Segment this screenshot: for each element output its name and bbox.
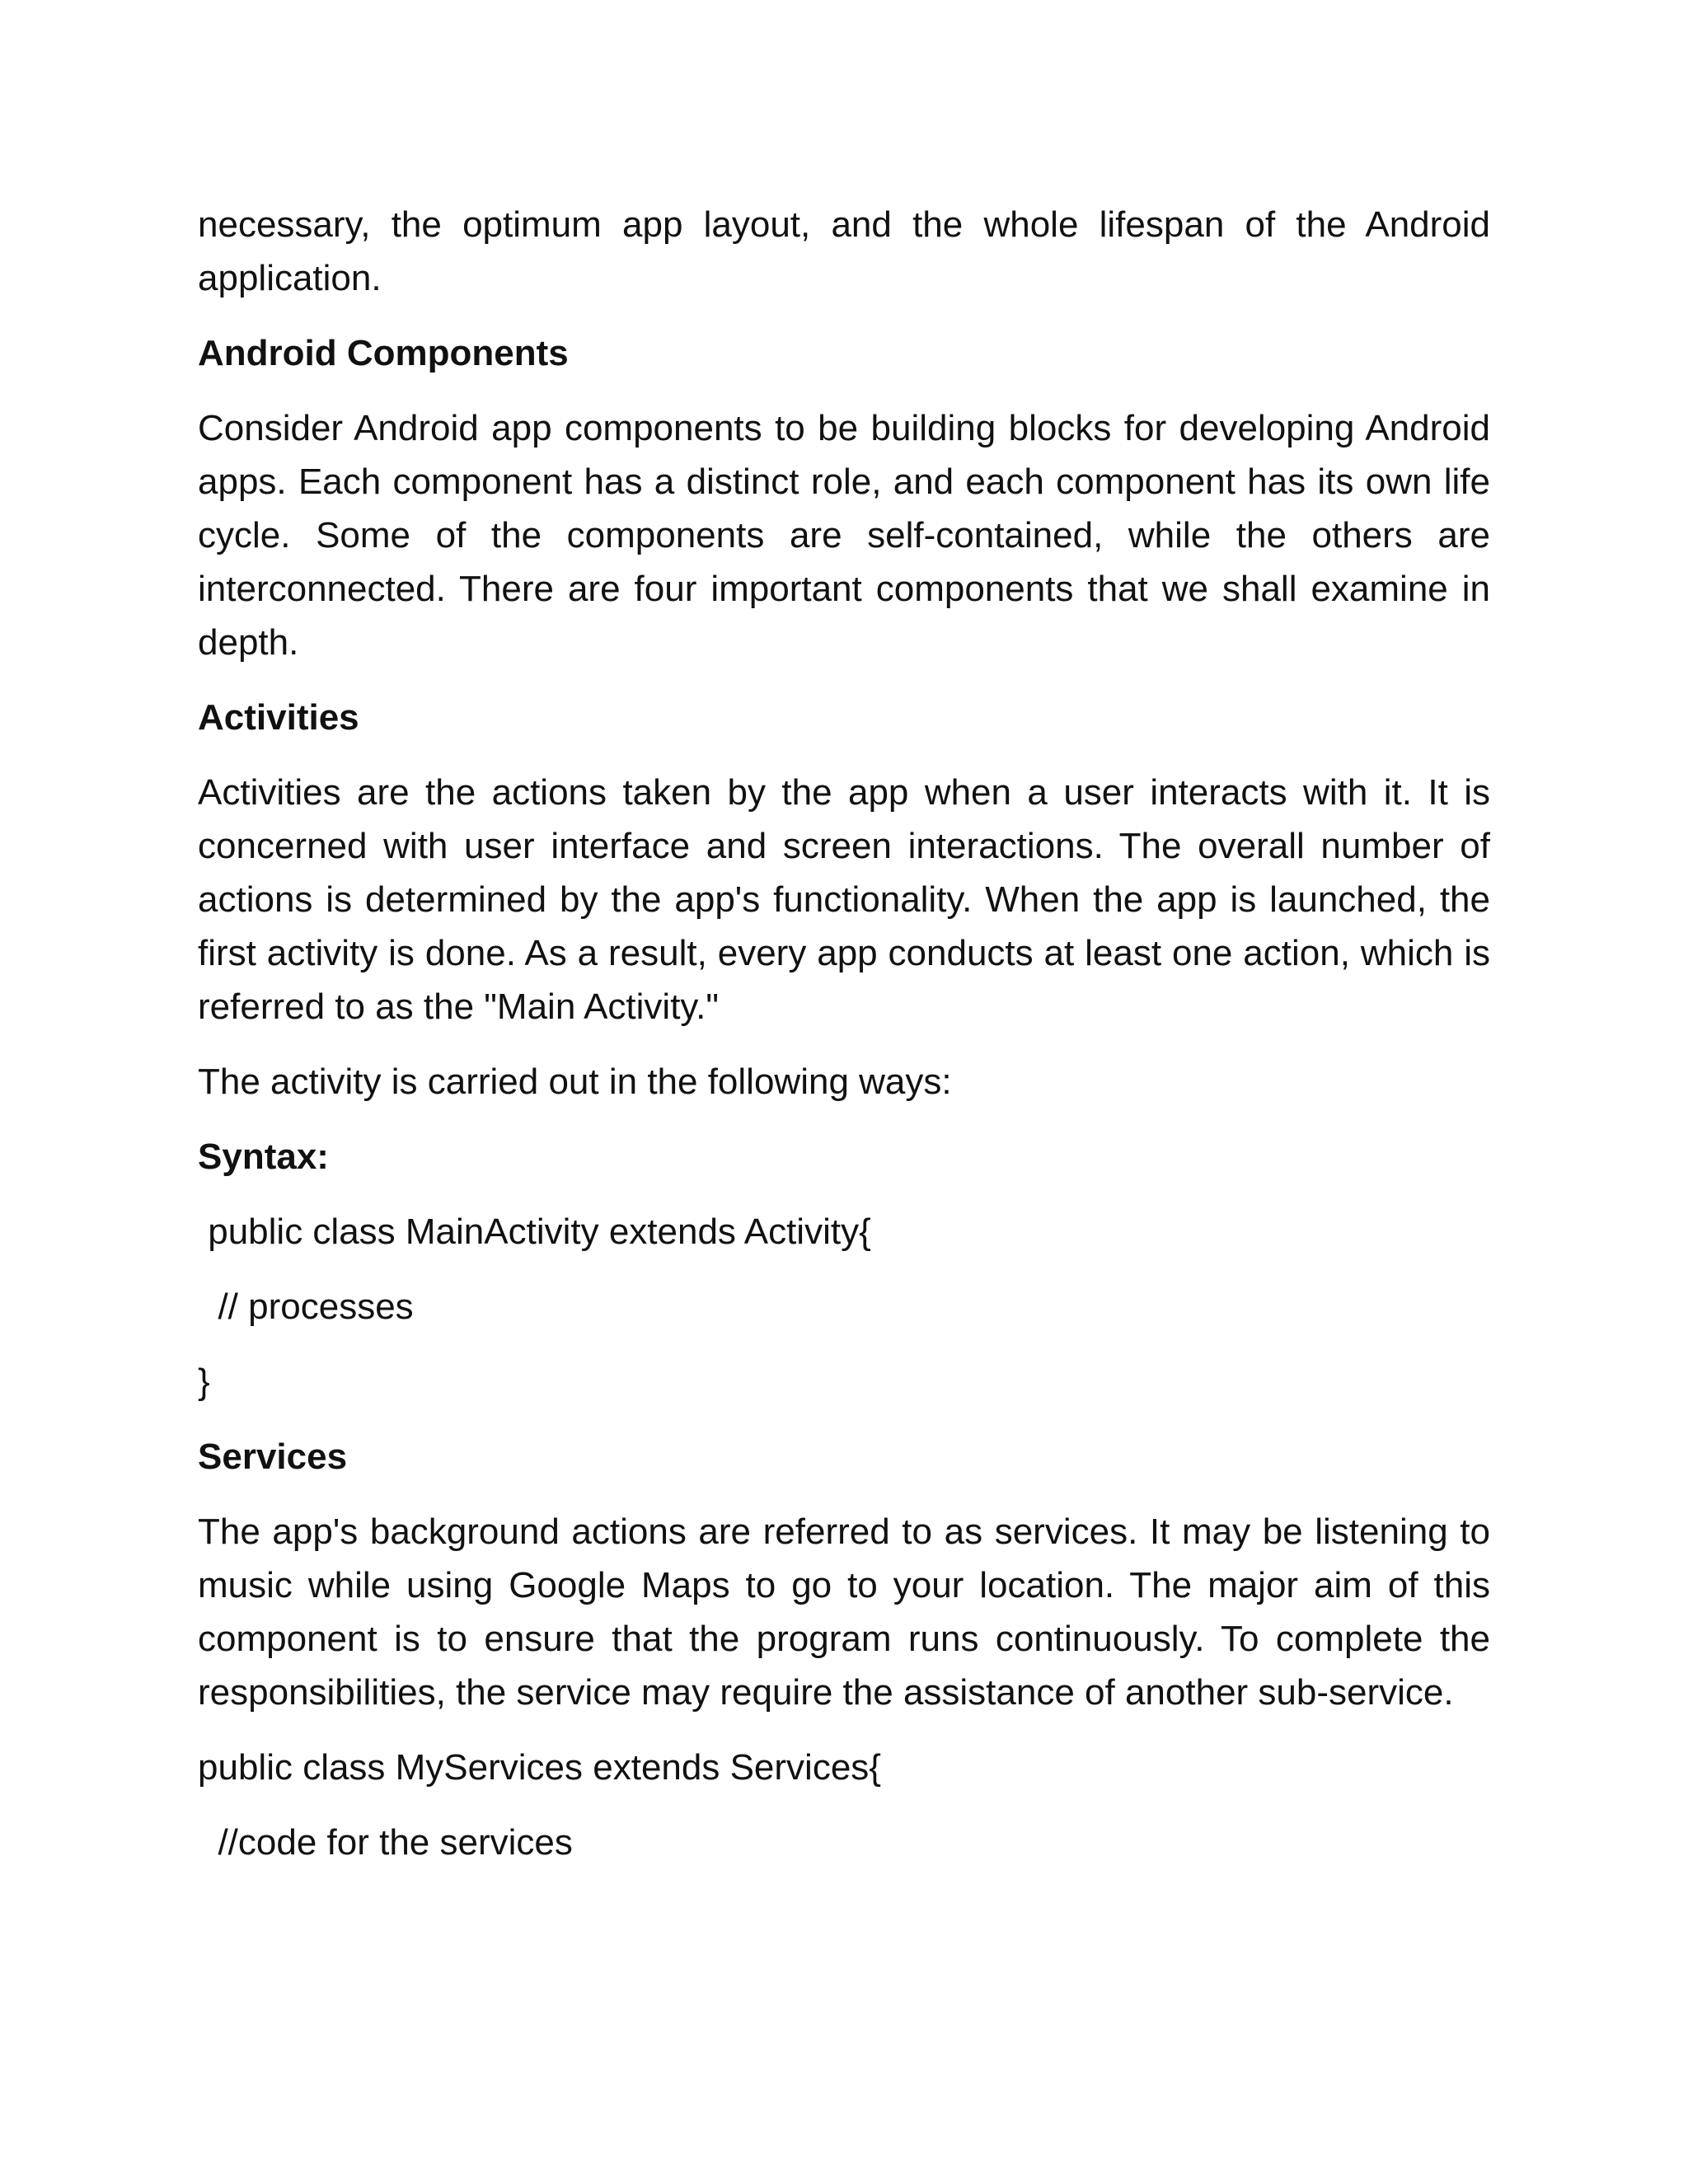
syntax-label: Syntax: <box>198 1137 329 1177</box>
document-page <box>198 198 1490 1891</box>
services-heading: Services <box>198 1436 348 1477</box>
code-line-processes-comment: // processes <box>198 1286 414 1327</box>
activities-carried-out-text: The activity is carried out in the following ways: <box>198 1062 952 1102</box>
code-line-main-activity-class: public class MainActivity extends Activity{ <box>198 1212 871 1252</box>
code-line-closing-brace: } <box>198 1361 210 1402</box>
activities-heading: Activities <box>198 697 359 738</box>
services-paragraph: The app's background actions are referred to as services. It may be listening to music while using Google Maps to go to your location. The major aim of this component is to ensure that the program runs continuously. To complete the responsibilities, the service may require the assistance of another sub-service. <box>198 1511 1490 1713</box>
android-components-paragraph: Consider Android app components to be building blocks for developing Android apps. Each component has a distinct role, and each component has its own life cycle. Some of the components are self-contained, while the others are interconnected. There are four important components that we shall examine in depth. <box>198 408 1490 663</box>
intro-paragraph: necessary, the optimum app layout, and the whole lifespan of the Android application. <box>198 204 1490 298</box>
code-line-services-comment: //code for the services <box>198 1822 573 1863</box>
activities-paragraph: Activities are the actions taken by the app when a user interacts with it. It is concerned with user interface and screen interactions. The overall number of actions is determined by the app's functionality. When the app is launched, the first activity is done. As a result, every app conducts at least one action, which is referred to as the "Main Activity." <box>198 772 1490 1027</box>
code-line-myservices-class: public class MyServices extends Services{ <box>198 1747 881 1788</box>
android-components-heading: Android Components <box>198 333 569 373</box>
